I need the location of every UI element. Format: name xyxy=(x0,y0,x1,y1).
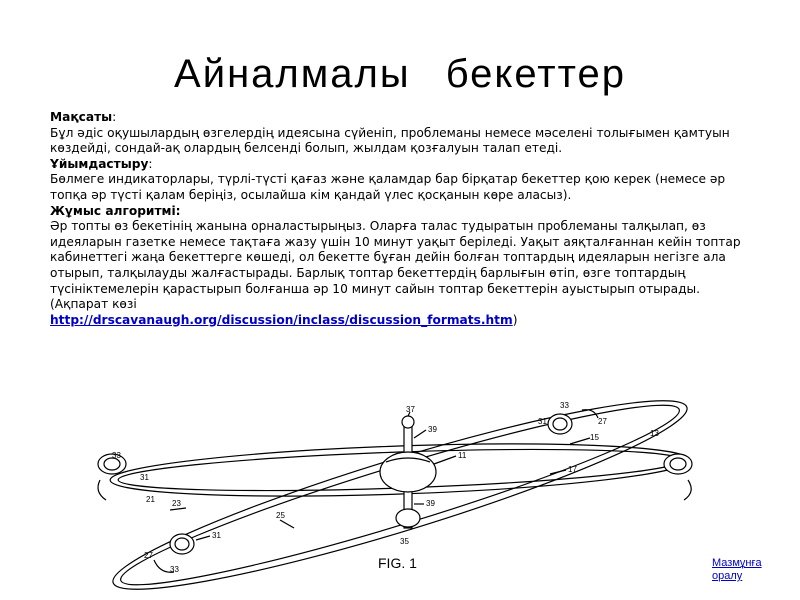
label-27-top: 27 xyxy=(598,417,607,426)
label-15: 15 xyxy=(590,433,599,442)
purpose-text: Бұл әдіс оқушылардың өзгелердің идеясына сүйеніп, проблеманы немесе мәселені толығымен қамтуын көздейді, сондай-ақ олардың белсенді болып, жылдам қозғалуын талап етеді. xyxy=(50,125,730,156)
label-21: 21 xyxy=(146,495,155,504)
label-25: 25 xyxy=(276,511,285,520)
label-31-top: 31 xyxy=(538,417,547,426)
label-17: 17 xyxy=(568,465,577,474)
source-link[interactable]: http://drscavanaugh.org/discussion/inclass/discussion_formats.htm xyxy=(50,312,513,327)
label-31-left: 31 xyxy=(140,473,149,482)
label-27-bottom: 27 xyxy=(144,551,153,560)
label-11: 11 xyxy=(458,451,467,460)
label-33-bottom: 33 xyxy=(170,565,179,574)
label-23: 23 xyxy=(172,499,181,508)
page-title: Айналмалы бекеттер xyxy=(174,52,626,96)
source-closing: ) xyxy=(512,312,518,327)
patent-figure xyxy=(90,400,710,590)
algorithm-label: Жұмыс алгоритмі: xyxy=(50,203,181,218)
text-body xyxy=(50,110,750,328)
label-31-bottom: 31 xyxy=(212,531,221,540)
algorithm-text: Әр топты өз бекетінің жанына орналастырыңыз. Оларға талас тудыратын проблеманы талқылап, өз идеяларын газетке немесе тақтаға жазу үшін 10 минут уақыт беріледі. Уақыт аяқталғаннан кейін топтар кабинеттегі жаңа бекеттерге көшеді, ол бекетте бұған дейін болған топтардың идеяларын негізге ала отырып, талқылауды жалғастырады. Барлық топтар бекеттердің барлығын өтіп, өзге топтардың түсініктемелерін қарастырып болғанша әр 10 минут сайын топтар бекеттерін ауыстырып отырады. xyxy=(50,219,741,296)
back-to-contents-link[interactable]: Мазмұнға оралу xyxy=(712,557,762,582)
label-33-top: 33 xyxy=(560,401,569,410)
organization-section: Ұйымдастыру: xyxy=(50,156,153,171)
label-13: 13 xyxy=(650,429,659,438)
figure-caption: FIG. 1 xyxy=(378,555,417,571)
organization-text: Бөлмеге индикаторлары, түрлі-түсті қағаз және қаламдар бар бірқатар бекеттер қою керек (немесе әр топқа әр түсті қалам беріңіз, осылайша кім қандай үлес қосқанын көре аласыз). xyxy=(50,172,726,202)
label-39-top: 39 xyxy=(428,425,437,434)
organization-label: Ұйымдастыру xyxy=(50,156,149,171)
source-line xyxy=(50,313,750,329)
label-39-bottom: 39 xyxy=(426,499,435,508)
bottom-ball xyxy=(396,509,420,527)
label-35: 35 xyxy=(400,537,409,546)
purpose-section: Мақсаты: xyxy=(50,110,117,124)
source-label: (Ақпарат көзі xyxy=(50,297,137,312)
label-33-left: 33 xyxy=(112,451,121,460)
label-37: 37 xyxy=(406,405,415,414)
purpose-label: Мақсаты xyxy=(50,110,113,124)
